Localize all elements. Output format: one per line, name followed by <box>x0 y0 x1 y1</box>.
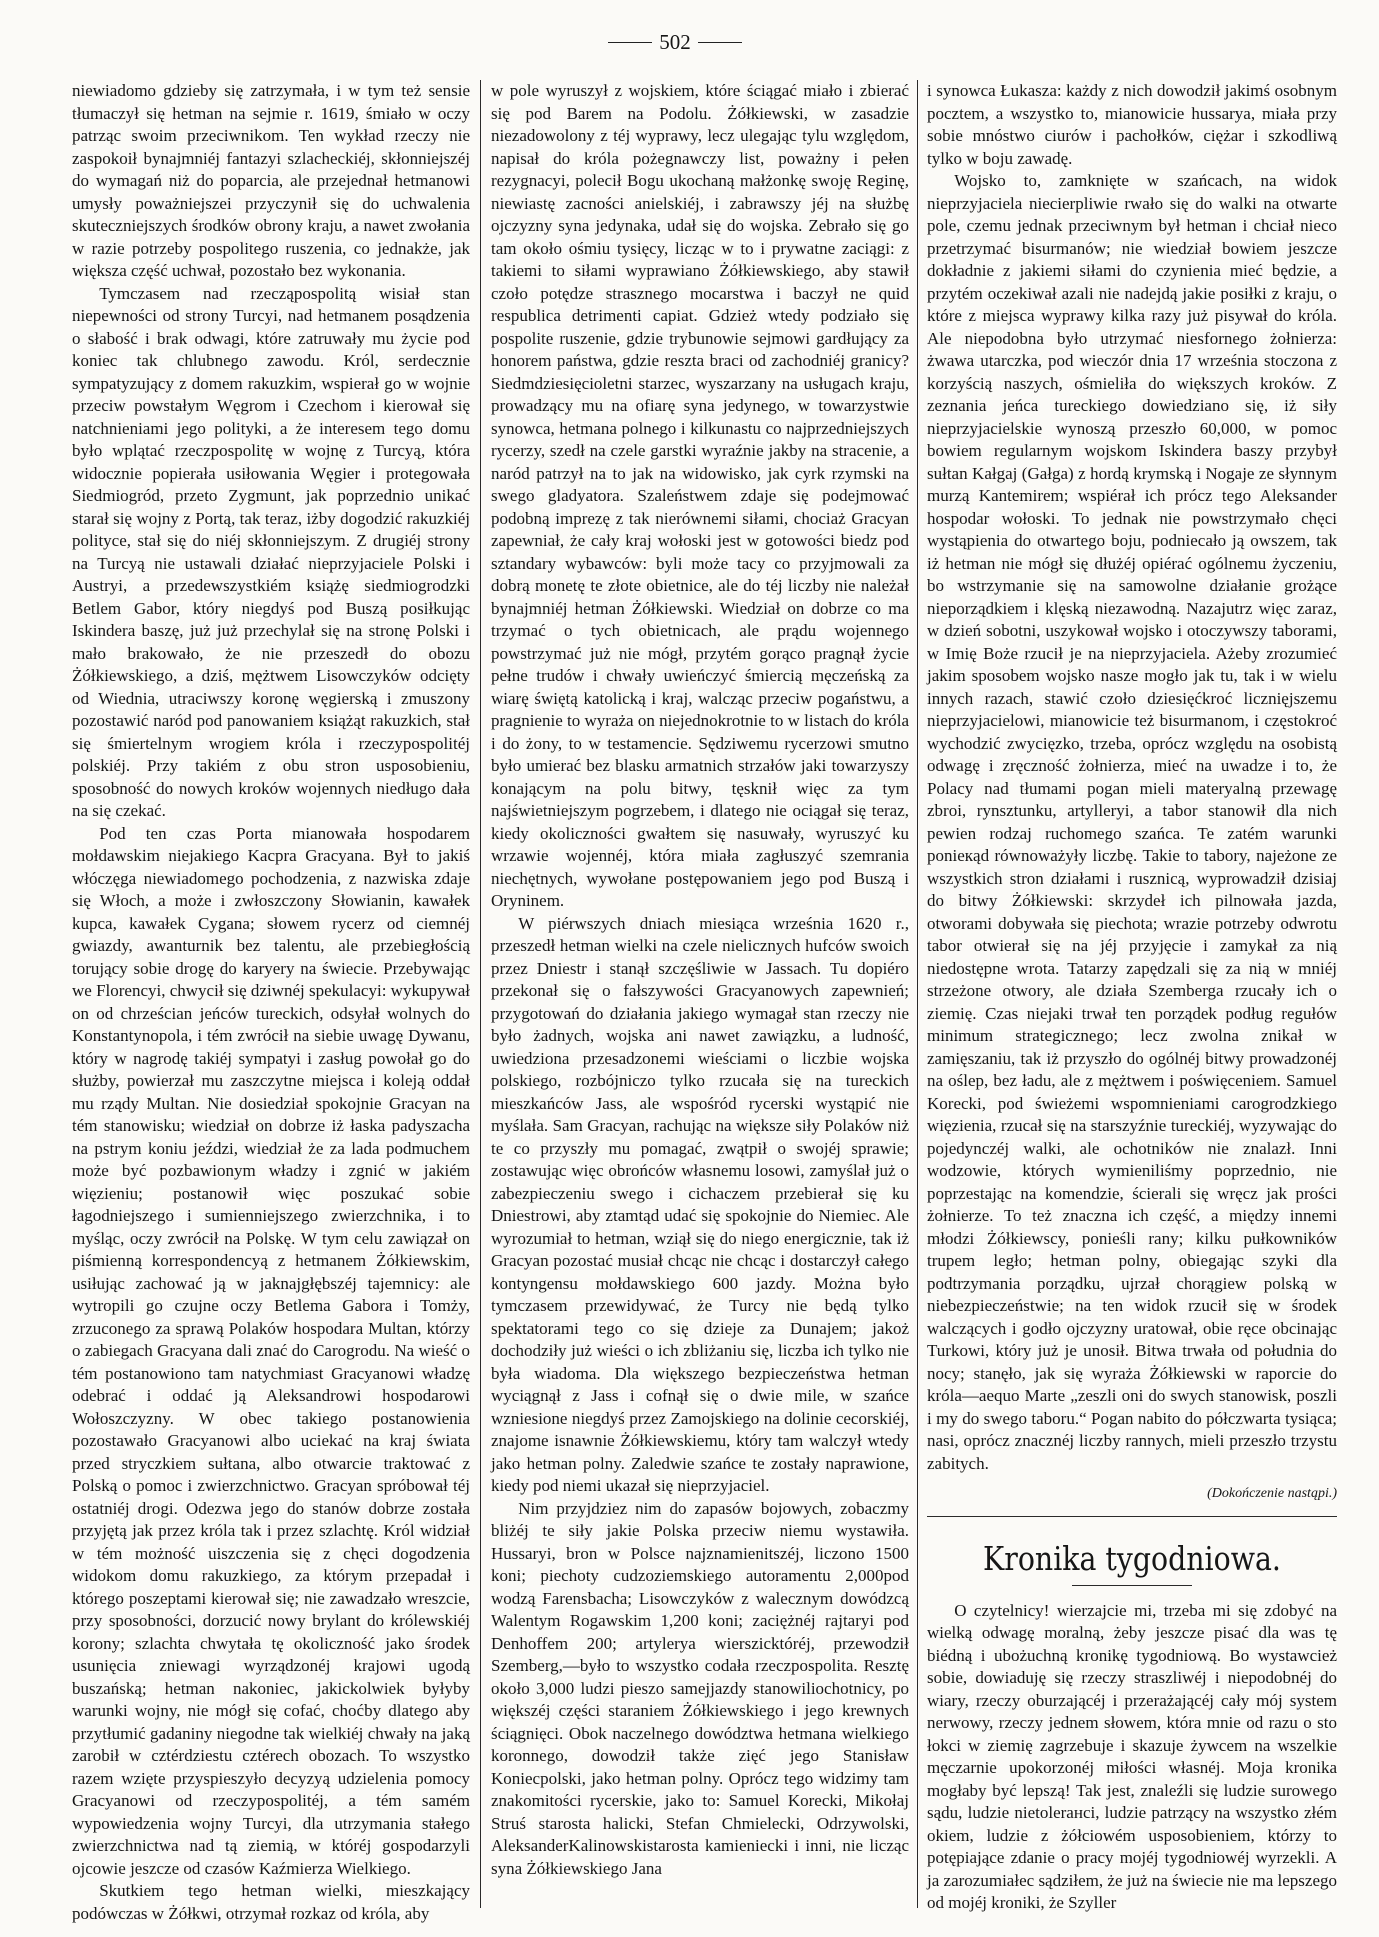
article-paragraph: Wojsko to, zamknięte w szańcach, na widok nieprzyjaciela niecierpliwie rwało się do walki na otwarte pole, czemu jednak przeciwnym był hetman i chciał nieco przetrzymać bisurmanów; nie wiedział bowiem jeszcze dokładnie z jakiemi siłami do czynienia mieć będzie, a przytém oczekiwał azali nie nadejdą jakie posiłki z kraju, o które z miejsca wyprawy kilka razy już pisywał do króla. Ale niepodobna było utrzymać niesfornego żołnierza: żwawa utarczka, pod wieczór dnia 17 września stoczona z korzyścią naszych, ośmieliła do większych kroków. Z zeznania jeńca tureckiego dowiedziano się, iż siły nieprzyjacielskie wynoszą przeszło 60,000, w pomoc bowiem regularnym wojskom Iskindera baszy przybył sułtan Kałgaj (Gałga) z hordą krymską i Nogaje ze słynnym murzą Kantemirem; wspiérał ich prócz tego Aleksander hospodar wołoski. To jednak nie powstrzymało chęci wystąpienia do otwartego boju, podniecało ją owszem, tak iż hetman nie mógł się dłużéj opiérać ogólnemu życzeniu, bo wstrzymanie się na samowolne działanie grożące nieporządkiem i klęską niezawodną. Nazajutrz więc zaraz, w dzień sobotni, uszykował wojsko i otoczywszy taborami, w Imię Boże rzucił je na nieprzyjaciela. Ażeby zrozumieć jakim sposobem wojsko nasze mogło jak tu, tak i w wielu innych razach, stawić czoło dziesięćkroć licznięjszemu nieprzyjacielowi, mianowicie też bisurmanom, i częstokroć wychodzić zwycięzko, trzeba, oprócz względu na osobistą odwagę i zręczność żołnierza, mieć na uwadze i to, że Polacy nad tłumami pogan mieli materyalną przewagę zbroi, rynsztunku, artylleryi, a tabor stanowił dla nich pewien rodzaj ruchomego szańca. Te zatém warunki ponieкąd równoważyły liczbę. Takie to tabory, najeżone ze wszystkich stron działami i rusznicą, wyprowadził dzisiaj do bitwy Żółkiewski: skrzydeł ich pilnowała jazda, otworami dobywała się piechota; wrazie potrzeby odwrotu tabor otwierał się na jéj przyjęcie i zamykał za nią niedostępne wrota. Tatarzy zapędzali się za nią w mniéj strzeżone otwory, ale działa Szemberga rzucały ich o ziemię. Czas niejaki trwał ten porządek podług regułów minimum strategicznego; lecz zwolna znikał w zamięszaniu, tak iż przyszło do ogólnéj bitwy prowadzonéj na oślep, bez ładu, ale z mężtwem i poświęceniem. Samuel Korecki, pod świeżemi wspomnieniami carogrodzkiego więzienia, rzucał się na starszyźnie tureckiéj, wyzywając do pojedynczéj walki, ale ochotników nie znalazł. Inni wodzowie, których wymieniliśmy poprzednio, nie poprzestając na komendzie, ścierali się wręcz jak prości żołnierze. To też znaczna ich część, a między innemi młodzi Żółkiewscy, ponieśli rany; kilku pułkowników trupem legło; hetman polny, obiegając szyki dla podtrzymania porządku, ujrzał chorągiew polską w niebezpieczeństwie; na ten widok rzucił się w środek walczących i godło ojczyzny uratował, obie ręce obcinając Turkowi, który już je unosił. Bitwa trwała od południa do nocy; stanęło, jak się wyraża Żółkiewski w raporcie do króla—aequo Marte „zeszli oni do swych stanowisk, poszli i my do swego taboru.“ Pogan nabito do półczwarta tysiąca; nasi, oprócz znacznéj liczby rannych, mieli przeszło trzystu zabitych. <box>927 171 1337 1473</box>
article-paragraph: Tymczasem nad rzecząpospolitą wisiał stan niepewności od strony Turcyi, nad hetmanem posądzenia o słabość i brak odwagi, które zatruwały mu życie pod koniec tak chlubnego zawodu. Król, serdecznie sympatyzujący z domem rakuzkim, wspierał go w wojnie przeciw powstałym Węgrom i Czechom i kierował się natchnieniami jego polityki, a że interesem tego domu było wplątać rzeczpospolitę w wojnę z Turcyą, która widocznie popierała usiłowania Węgier i protegowała Siedmiogród, przeto Zygmunt, jak poprzednio unikać starał się wojny z Portą, tak teraz, iżby dogodzić rakuzkiéj polityce, stał się do niéj skłonniejszym. Z drugiéj strony na Turcyą nie ustawali działać nieprzyjaciele Polski i Austryi, a przedewszystkiém książę siedmiogrodzki Betlem Gabor, który niegdyś pod Buszą posiłkując Iskinderа baszę, już już przechylał się na stronę Polski i mało brakowało, że nie przeszedł do obozu Żółkiewskiego, a dziś, mężtwem Lisowczyków odcięty od Wiednia, utraciwszy koronę węgierską i zmuszony pozostawić naród pod panowaniem książąt rakuzkich, stał się śmiertelnym wrogiem króla i rzeczypospolitéj polskiéj. Przy takiém z obu stron usposobieniu, sposobność do nowych kroków wojennych niedługo dała na się czekać. <box>72 283 470 820</box>
header-dash-right <box>698 42 742 43</box>
column-divider-1 <box>480 80 481 1908</box>
article-paragraph: w pole wyruszył z wojskiem, które ściągać miało i zbierać się pod Barem na Podolu. Żółkiewski, w zasadzie niezadowolony z téj wyprawy, lecz ulegając tylu względom, napisał do króla pożegnawczy list, poważny i pełen rezygnacyi, polecił Bogu ukochaną małżonkę swoję Reginę, niewiastę zacności anielskiéj, i zabrawszy jéj na służbę ojczyzny syna jedynaka, udał się do wojska. Zebrało się go tam około ośmiu tysięcy, licząc w to i prywatne zaciągi: z takiemi to siłami wyprawiano Żółkiewskiego, aby stawił czoło potędze strasznego mocarstwa i baczył ne quid respublica detrimenti capiat. Gdzież wtedy podziało się pospolite ruszenie, gdzie trybunowie sejmowi gardłujący za honorem państwa, gdzie reszta braci od zachodniéj granicy? Siedmdziesięcioletni starzec, wyszarzany na usługach kraju, prowadzący mu na ofiarę syna jedynego, w towarzystwie synowca, hetmana polnego i kilkunastu co najprzedniejszych rycerzy, szedł na czele garstki wyraźnie jakby na stracenie, a naród patrzył na to jak na widowisko, jak cyrk rzymski na swego gladyatora. Szaleństwem zdaje się podejmować podobną imprezę z tak nierównemi siłami, chociaż Gracyan zapewniał, że cały kraj wołoski jest w gotowości biedz pod sztandary wybawców: byli może tacy co przyjmowali za dobrą monetę te złote obietnice, ale do téj liczby nie należał bynajmniéj hetman Żółkiewski. Wiedział on dobrze co ma trzymać o tych obietnicach, ale prądu wojennego powstrzymać już nie mógł, przytém gorąco pragnął życie pełne trudów i chwały uwieńczyć śmiercią męczeńską za wiarę świętą katolicką i kraj, walcząc przeciw pogaństwu, a pragnienie to wyraża on niejednokrotnie to w listach do króla i do żony, to w testamencie. Sędziwemu rycerzowi smutno było umierać bez blasku armatnich strzałów jaki towarzyszy konającym na polu bitwy, tęsknił więc za tym najświetniejszym pogrzebem, i dlatego nie ociągał się teraz, kiedy okoliczności gwałtem się nasuwały, wyruszyć ku wrzawie wojennéj, która miała zagłuszyć szemrania niechętnych, wywołane postępowaniem jego pod Buszą i Oryninem. <box>491 81 909 910</box>
page-number: 502 <box>659 30 691 54</box>
column-right <box>927 80 1337 1912</box>
column-divider-2 <box>917 80 918 1908</box>
column-middle <box>491 80 909 1908</box>
column-left <box>72 80 470 1923</box>
section-title: Kronika tygodniowa. <box>983 1538 1281 1578</box>
article-paragraph: i synowca Łukasza: każdy z nich dowodził jakimś osobnym pocztem, a wszystko to, mianowicie hussarya, miała przy sobie mnóstwo ciurów i pachołków, ciężar i szkodliwą tylko w boju zawadę. <box>927 81 1337 168</box>
article-paragraph: W piérwszych dniach miesiąca września 1620 r., przeszedł hetman wielki na czele nielicznych hufców swoich przez Dniestr i stanął szczęśliwie w Jassach. Tu dopiéro przekonał się o fałszywości Gracyanowych zapewnień; przygotowań do działania jakiego wymagał stan rzeczy nie było żadnych, wojska ani nawet zawiązku, a ludność, uwiedziona przesadzonemi wieściami o liczbie wojska polskiego, rozbójniczo tylko rzucała się na tureckich mieszkańców Jass, ale wspośród rycerski wystąpić nie myślała. Sam Gracyan, rachując na większe siły Polaków niż te co przyszły mu pomagać, zwątpił o swojéj sprawie; zostawując więc obrońców własnemu losowi, zamyślał już o zabezpieczeniu swego i cichaczem przebierał się ku Dniestrowi, aby ztamtąd udać się spokojnie do Niemiec. Ale wyrozumiał to hetman, wziął się do niego energicznie, tak iż Gracyan pozostać musiał chcąc nie chcąc i dostarczył całego kontyngensu mołdawskiego 600 jazdy. Można było tymczasem przewidywać, że Turcy nie będą tylko spektatorami tego co się dzieje za Dunajem; jakoż dochodziły już wieści o ich zbliżaniu się, liczba ich tylko nie była wiadoma. Dla większego bezpieczeństwa hetman wyciągnął z Jass i cofnął się o dwie mile, w szańce wzniesione niegdyś przez Zamojskiego na dolinie cecorskiéj, znajome isnawnie Żółkiewskiemu, który tam walczył wtedy jako hetman polny. Zaledwie szańce te zostały naprawione, kiedy pod niemi ukazał się nieprzyjaciel. <box>491 913 909 1495</box>
article-paragraph: niewiadomo gdzieby się zatrzymała, i w tym też sensie tłumaczył się hetman na sejmie r. 1619, śmiało w oczy patrząc swoim przeciwnikom. Ten wykład rzeczy nie zaspokoił bynajmniéj fantazyi szlacheckiéj, skłonniejszéj do wymagań niż do poparcia, ale przejednał hetmanowi umysły poważniejszei przyczynił się do uchwalenia skuteczniejszych środków obrony kraju, a nawet zwołania w razie potrzeby pospolitego ruszenia, co jednakże, jak większa część uchwał, pozostało bez wykonania. <box>72 81 470 280</box>
section-title-rule <box>1072 1585 1192 1586</box>
continued-note: (Dokończenie nastąpi.) <box>927 1483 1337 1517</box>
article-paragraph: Skutkiem tego hetman wielki, mieszkający podówczas w Żółkwi, otrzymał rozkaz od króla, aby <box>72 1881 470 1923</box>
page-header <box>600 24 750 60</box>
article-paragraph: Pod ten czas Porta mianowała hospodarem mołdawskim niejakiego Kacpra Gracyana. Był to jakiś włóczęga niewiadomego pochodzenia, z nazwiska zdaje się Włoch, a może i zwłoszczony Słowianin, kawałek kupca, kawałek Cygana; słowem rycerz od ciemnéj gwiazdy, awanturnik bez talentu, ale przebiegłością torujący sobie drogę do karyery na świecie. Przebywając we Florencyi, chwycił się dziwnéj spekulacyi: wykupywał on od chrześcian jeńców tureckich, odsyłał wolnych do Konstantynopola, i tém zwrócił na siebie uwagę Dywanu, który w nagrodę takiéj sympatyi i zasług powołał go do służby, powierzał mu zaszczytne miejsca i koleją oddał mu rządy Multan. Nie dosiedział spokojnie Gracyan na tém stanowisku; wiedział on dobrze iż łaska padyszacha na pstrym koniu jeździ, wiedział że za lada podmuchem może być pozbawionym władzy i zgnić w jakiém więzieniu; postanowił więc poszukać sobie łagodniejszego i sumienniejszego zwierzchnika, i to myśląc, oczy zwrócił na Polskę. W tym celu zawiązał on piśmienną korrespondencyą z hetmanem Żółkiewskim, usiłując zachować ją w jaknajgłębszéj tajemnicy: ale wytropili go czujne oczy Betlema Gabora i Tomży, zrzuconego za sprawą Polaków hospodara Multan, którzy o zabiegach Gracyana dali znać do Carogrodu. Na wieść o tém postanowiono tam natychmiast Gracyanowi władzę odebrać i oddać ją Aleksandrowi hospodarowi Wołoszczyzny. W obec takiego postanowienia pozostawało Gracyanowi albo uciekać na kraj świata przed stryczkiem sułtana, albo otwarcie traktować z Polską o pomoc i zwierzchnictwo. Gracyan spróbował téj ostatniéj drogi. Odezwa jego do stanów dobrze została przyjętą jak przez króla tak i przez szlachtę. Król widział w tém możność uiszczenia się z chęci dogodzenia widokom domu rakuzkiego, za którym przepadał i którego poszeptami kierował się; nie zawadzało wreszcie, przy sposobności, dorzucić nowy brylant do królewskiéj korony; szlachta chwytała tę okoliczność jako środek usunięcia zniewagi wyrządzonéj krajowi ugodą buszańską; hetman nakoniec, jakickolwiek byłyby warunki wojny, nie mógł się cofać, choćby dlatego aby przytłumić gadaniny niegodne tak wielkiéj chwały na jaką zarobił w cztérdziestu cztérech obozach. To wszystko razem wzięte przyspieszyło decyzyą udzielenia pomocy Gracyanowi od rzeczypospolitéj, a tém samém wypowiedzenia wojny Turcyi, dla utrzymania stałego zwierzchnictwa nad tą ziemią, w któréj gospodarzyli ojcowie jeszcze od czasów Kaźmierza Wielkiego. <box>72 823 470 1878</box>
kronika-paragraph: O czytelnicy! wierzajcie mi, trzeba mi się zdobyć na wielką odwagę moralną, żeby jeszcze pisać dla was tę biédną i ubożuchną kronikę tygodniową. Bo wystawcież sobie, dowiaduję się rzeczy straszliwéj i niepodobnéj do wiary, rzeczy oburzającéj i przerażającéj cały mój system nerwowy, rzeczy jednem słowem, która mnie od razu o sto łokci w ziemię zagrzebuje i skazuje żywcem na wszelkie męczarnie upokorzonéj miłości własnéj. Moja kronika mogłaby być lepszą! Tak jest, znaleźli się ludzie surowego sądu, ludzie nietolerанci, ludzie patrzący na wszystko złém okiem, ludzie z żółciowém usposobieniem, którzy to potępiające zdanie o pracy mojéj tygodniowéj wyrzekli. A ja zarozumiałec sądziłem, że już na świecie nie ma lepszego od mojéj kroniki, że Szyller <box>927 1600 1337 1912</box>
article-paragraph: Nim przyjdziez nim do zapasów bojowych, zobaczmy bliżéj te siły jakie Polska przeciw niemu wystawiła. Hussaryi, bron w Polsce najznamienitszéj, liczono 1500 koni; piechoty cudzoziemskiego autoramentu 2,000pod wodzą Farensbacha; Lisowczyków z walecznym dowódzcą Walentym Rogawskim 1,200 koni; zaciężnéj rajtaryi pod Denhoffem 200; artylerya wierszicktóréj, przewodził Szemberg,—było to wszystko codała rzeczpospolita. Resztę około 3,000 ludzi pieszo samejjazdy stanowiliochotnicy, po większéj części staraniem Żółkiewskiego i jego krewnych ściągnięci. Obok naczelnego dowództwa hetmana wielkiego koronnego, dowodził także zięć jego Stanisław Koniecpolski, jako hetman polny. Oprócz tego widzimy tam znakomitości rycerskie, jako to: Samuel Korecki, Mikołaj Struś starosta halicki, Stefan Chmielecki, Odrzywolski, AleksanderKalinowskistarosta kamieniecki i inni, nie licząc syna Żółkiewskiego Jana <box>491 1498 909 1878</box>
header-dash-left <box>608 42 652 43</box>
